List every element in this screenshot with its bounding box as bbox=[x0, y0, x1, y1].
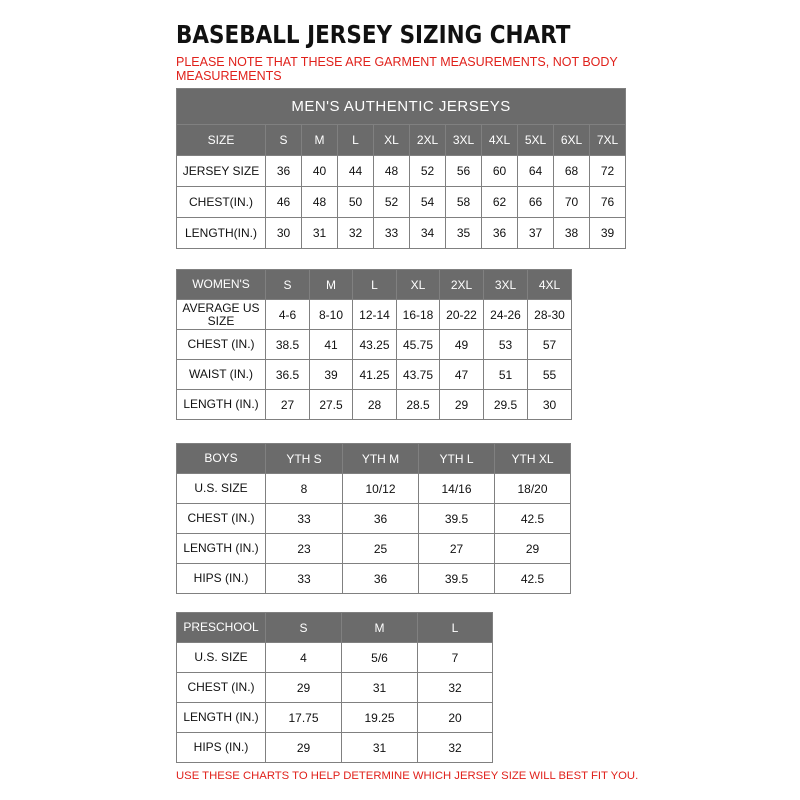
size-header-cell: 5XL bbox=[518, 125, 554, 156]
table-row bbox=[177, 218, 626, 249]
garment-note: PLEASE NOTE THAT THESE ARE GARMENT MEASUREMENTS, NOT BODY MEASUREMENTS bbox=[176, 55, 618, 83]
value-cell: 30 bbox=[266, 218, 302, 249]
value-cell: 47 bbox=[440, 360, 484, 390]
table-row bbox=[177, 504, 571, 534]
size-header-cell: L bbox=[353, 270, 397, 300]
value-cell: 10/12 bbox=[343, 474, 419, 504]
row-label-cell: U.S. SIZE bbox=[177, 474, 266, 504]
value-cell: 30 bbox=[528, 390, 572, 420]
value-cell: 52 bbox=[410, 156, 446, 187]
value-cell: 39.5 bbox=[419, 504, 495, 534]
table-row bbox=[177, 474, 571, 504]
value-cell: 4 bbox=[266, 643, 342, 673]
size-header-cell: L bbox=[418, 613, 493, 643]
size-header-cell: 2XL bbox=[410, 125, 446, 156]
value-cell: 29.5 bbox=[484, 390, 528, 420]
header-row bbox=[177, 125, 626, 156]
table-row bbox=[177, 390, 572, 420]
value-cell: 53 bbox=[484, 330, 528, 360]
value-cell: 66 bbox=[518, 187, 554, 218]
value-cell: 39 bbox=[590, 218, 626, 249]
value-cell: 4-6 bbox=[266, 300, 310, 330]
value-cell: 24-26 bbox=[484, 300, 528, 330]
value-cell: 29 bbox=[495, 534, 571, 564]
row-label-cell: HIPS (IN.) bbox=[177, 564, 266, 594]
size-header-cell: 3XL bbox=[446, 125, 482, 156]
header-row bbox=[177, 270, 572, 300]
size-header-cell: L bbox=[338, 125, 374, 156]
value-cell: 27 bbox=[266, 390, 310, 420]
value-cell: 42.5 bbox=[495, 564, 571, 594]
value-cell: 68 bbox=[554, 156, 590, 187]
row-label-cell: CHEST (IN.) bbox=[177, 673, 266, 703]
value-cell: 58 bbox=[446, 187, 482, 218]
value-cell: 55 bbox=[528, 360, 572, 390]
value-cell: 36.5 bbox=[266, 360, 310, 390]
value-cell: 20-22 bbox=[440, 300, 484, 330]
size-header-cell: M bbox=[310, 270, 353, 300]
row-label-cell: U.S. SIZE bbox=[177, 643, 266, 673]
row-label-cell: CHEST (IN.) bbox=[177, 504, 266, 534]
size-header-cell: XL bbox=[397, 270, 440, 300]
footer-note: USE THESE CHARTS TO HELP DETERMINE WHICH JERSEY SIZE WILL BEST FIT YOU. bbox=[176, 770, 639, 782]
boys-size-table bbox=[176, 443, 571, 594]
size-header-cell: YTH L bbox=[419, 444, 495, 474]
value-cell: 32 bbox=[338, 218, 374, 249]
value-cell: 16-18 bbox=[397, 300, 440, 330]
size-header-cell: M bbox=[302, 125, 338, 156]
value-cell: 49 bbox=[440, 330, 484, 360]
table-row bbox=[177, 673, 493, 703]
table-row bbox=[177, 564, 571, 594]
row-label-cell: LENGTH (IN.) bbox=[177, 703, 266, 733]
value-cell: 52 bbox=[374, 187, 410, 218]
header-row bbox=[177, 613, 493, 643]
value-cell: 27 bbox=[419, 534, 495, 564]
value-cell: 43.25 bbox=[353, 330, 397, 360]
page-title: BASEBALL JERSEY SIZING CHART bbox=[176, 20, 571, 49]
size-header-cell: YTH M bbox=[343, 444, 419, 474]
value-cell: 41 bbox=[310, 330, 353, 360]
row-label-cell: WAIST (IN.) bbox=[177, 360, 266, 390]
row-label-cell: CHEST(IN.) bbox=[177, 187, 266, 218]
value-cell: 17.75 bbox=[266, 703, 342, 733]
row-label-cell: AVERAGE US SIZE bbox=[177, 300, 266, 330]
value-cell: 28 bbox=[353, 390, 397, 420]
size-header-cell: S bbox=[266, 270, 310, 300]
row-label-cell: LENGTH (IN.) bbox=[177, 390, 266, 420]
size-header-cell: XL bbox=[374, 125, 410, 156]
value-cell: 12-14 bbox=[353, 300, 397, 330]
table-row bbox=[177, 156, 626, 187]
womens-size-table bbox=[176, 269, 572, 420]
value-cell: 36 bbox=[343, 504, 419, 534]
value-cell: 44 bbox=[338, 156, 374, 187]
value-cell: 60 bbox=[482, 156, 518, 187]
row-label-cell: HIPS (IN.) bbox=[177, 733, 266, 763]
value-cell: 70 bbox=[554, 187, 590, 218]
value-cell: 33 bbox=[266, 564, 343, 594]
value-cell: 48 bbox=[374, 156, 410, 187]
value-cell: 62 bbox=[482, 187, 518, 218]
size-header-cell: YTH S bbox=[266, 444, 343, 474]
value-cell: 8 bbox=[266, 474, 343, 504]
table-row bbox=[177, 360, 572, 390]
value-cell: 33 bbox=[266, 504, 343, 534]
size-header-cell: 4XL bbox=[482, 125, 518, 156]
value-cell: 40 bbox=[302, 156, 338, 187]
value-cell: 48 bbox=[302, 187, 338, 218]
size-header-cell: M bbox=[342, 613, 418, 643]
value-cell: 45.75 bbox=[397, 330, 440, 360]
value-cell: 18/20 bbox=[495, 474, 571, 504]
table-row bbox=[177, 534, 571, 564]
size-header-cell: YTH XL bbox=[495, 444, 571, 474]
size-header-cell: 6XL bbox=[554, 125, 590, 156]
value-cell: 57 bbox=[528, 330, 572, 360]
row-label-cell: LENGTH(IN.) bbox=[177, 218, 266, 249]
mens-size-table bbox=[176, 88, 626, 249]
value-cell: 8-10 bbox=[310, 300, 353, 330]
size-header-cell: 7XL bbox=[590, 125, 626, 156]
value-cell: 31 bbox=[342, 673, 418, 703]
value-cell: 51 bbox=[484, 360, 528, 390]
row-label-cell: CHEST (IN.) bbox=[177, 330, 266, 360]
value-cell: 39 bbox=[310, 360, 353, 390]
header-label-cell: WOMEN'S bbox=[177, 270, 266, 300]
value-cell: 46 bbox=[266, 187, 302, 218]
value-cell: 64 bbox=[518, 156, 554, 187]
value-cell: 7 bbox=[418, 643, 493, 673]
value-cell: 36 bbox=[343, 564, 419, 594]
value-cell: 27.5 bbox=[310, 390, 353, 420]
value-cell: 31 bbox=[302, 218, 338, 249]
value-cell: 29 bbox=[440, 390, 484, 420]
header-label-cell: PRESCHOOL bbox=[177, 613, 266, 643]
table-row bbox=[177, 643, 493, 673]
header-row bbox=[177, 444, 571, 474]
value-cell: 76 bbox=[590, 187, 626, 218]
value-cell: 20 bbox=[418, 703, 493, 733]
value-cell: 28-30 bbox=[528, 300, 572, 330]
table-row bbox=[177, 187, 626, 218]
value-cell: 42.5 bbox=[495, 504, 571, 534]
preschool-size-table bbox=[176, 612, 493, 763]
row-label-cell: LENGTH (IN.) bbox=[177, 534, 266, 564]
value-cell: 33 bbox=[374, 218, 410, 249]
value-cell: 29 bbox=[266, 733, 342, 763]
value-cell: 14/16 bbox=[419, 474, 495, 504]
value-cell: 50 bbox=[338, 187, 374, 218]
value-cell: 41.25 bbox=[353, 360, 397, 390]
value-cell: 36 bbox=[266, 156, 302, 187]
value-cell: 56 bbox=[446, 156, 482, 187]
size-header-cell: 4XL bbox=[528, 270, 572, 300]
size-header-cell: 3XL bbox=[484, 270, 528, 300]
value-cell: 38.5 bbox=[266, 330, 310, 360]
row-label-cell: JERSEY SIZE bbox=[177, 156, 266, 187]
value-cell: 32 bbox=[418, 673, 493, 703]
size-header-cell: S bbox=[266, 613, 342, 643]
value-cell: 72 bbox=[590, 156, 626, 187]
table-row bbox=[177, 330, 572, 360]
value-cell: 32 bbox=[418, 733, 493, 763]
header-label-cell: BOYS bbox=[177, 444, 266, 474]
table-row bbox=[177, 300, 572, 330]
value-cell: 37 bbox=[518, 218, 554, 249]
value-cell: 31 bbox=[342, 733, 418, 763]
value-cell: 29 bbox=[266, 673, 342, 703]
header-label-cell: SIZE bbox=[177, 125, 266, 156]
value-cell: 43.75 bbox=[397, 360, 440, 390]
size-header-cell: 2XL bbox=[440, 270, 484, 300]
mens-banner: MEN'S AUTHENTIC JERSEYS bbox=[177, 89, 626, 125]
value-cell: 28.5 bbox=[397, 390, 440, 420]
value-cell: 25 bbox=[343, 534, 419, 564]
value-cell: 36 bbox=[482, 218, 518, 249]
value-cell: 35 bbox=[446, 218, 482, 249]
value-cell: 39.5 bbox=[419, 564, 495, 594]
value-cell: 34 bbox=[410, 218, 446, 249]
value-cell: 38 bbox=[554, 218, 590, 249]
value-cell: 54 bbox=[410, 187, 446, 218]
value-cell: 23 bbox=[266, 534, 343, 564]
table-row bbox=[177, 703, 493, 733]
value-cell: 19.25 bbox=[342, 703, 418, 733]
size-header-cell: S bbox=[266, 125, 302, 156]
value-cell: 5/6 bbox=[342, 643, 418, 673]
table-row bbox=[177, 733, 493, 763]
